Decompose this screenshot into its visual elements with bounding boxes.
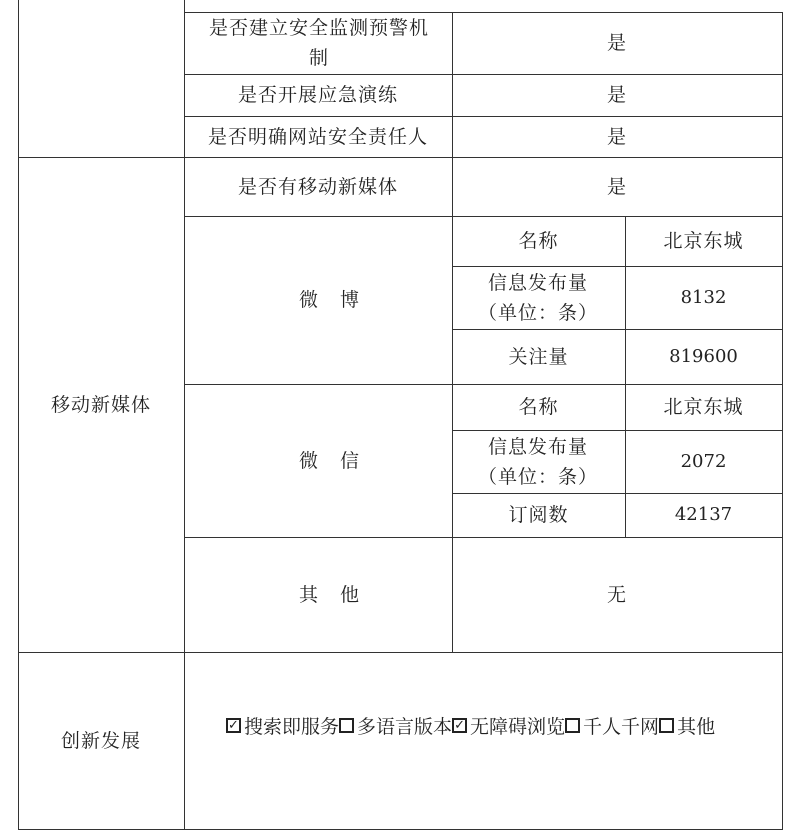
option-multilingual[interactable] — [339, 712, 452, 739]
wechat-subs-label: 订阅数 — [508, 504, 569, 526]
option-label: 多语言版本 — [357, 715, 453, 738]
table-rule — [18, 829, 783, 830]
option-label: 搜索即服务 — [244, 715, 340, 738]
drill-label: 是否开展应急演练 — [237, 84, 398, 106]
has-mobile-value: 是 — [606, 175, 627, 198]
wechat-posts-label: 信息发布量（单位：条） — [478, 435, 599, 488]
checkbox-empty-icon[interactable] — [565, 718, 580, 733]
innovation-section-label: 创新发展 — [60, 729, 141, 752]
option-other[interactable] — [659, 712, 715, 739]
innovation-options — [226, 710, 715, 740]
wechat-posts-value: 2072 — [680, 450, 727, 472]
option-personalized[interactable] — [565, 712, 659, 739]
wechat-name-value: 北京东城 — [663, 396, 744, 418]
wechat-label: 微信 — [298, 449, 381, 472]
has-mobile-label: 是否有移动新媒体 — [237, 175, 398, 198]
responsible-value: 是 — [606, 125, 627, 148]
weibo-posts-value: 8132 — [680, 286, 727, 308]
weibo-followers-value: 819600 — [669, 345, 738, 367]
monitoring-label: 是否建立安全监测预警机制 — [208, 17, 429, 69]
checkbox-empty-icon[interactable] — [339, 718, 354, 733]
option-label: 无障碍浏览 — [470, 715, 566, 738]
other-value: 无 — [606, 583, 627, 606]
option-accessibility[interactable] — [452, 712, 565, 739]
weibo-name-value: 北京东城 — [663, 230, 744, 252]
option-search-as-service[interactable] — [226, 712, 339, 739]
other-label: 其他 — [298, 583, 381, 606]
option-label: 其他 — [677, 715, 716, 738]
weibo-name-label: 名称 — [518, 230, 559, 252]
drill-value: 是 — [606, 84, 627, 106]
checkbox-checked-icon[interactable]: ✓ — [226, 718, 241, 733]
table-rule — [782, 12, 783, 830]
wechat-name-label: 名称 — [518, 396, 559, 418]
checkbox-empty-icon[interactable] — [659, 718, 674, 733]
option-label: 千人千网 — [583, 715, 660, 738]
weibo-posts-label: 信息发布量（单位：条） — [478, 271, 599, 324]
responsible-label: 是否明确网站安全责任人 — [207, 125, 428, 148]
wechat-subs-value: 42137 — [674, 504, 733, 525]
mobile-section-label: 移动新媒体 — [50, 393, 151, 416]
weibo-followers-label: 关注量 — [508, 345, 569, 368]
weibo-label: 微博 — [298, 289, 381, 311]
monitoring-value: 是 — [606, 32, 627, 54]
checkbox-checked-icon[interactable]: ✓ — [452, 718, 467, 733]
